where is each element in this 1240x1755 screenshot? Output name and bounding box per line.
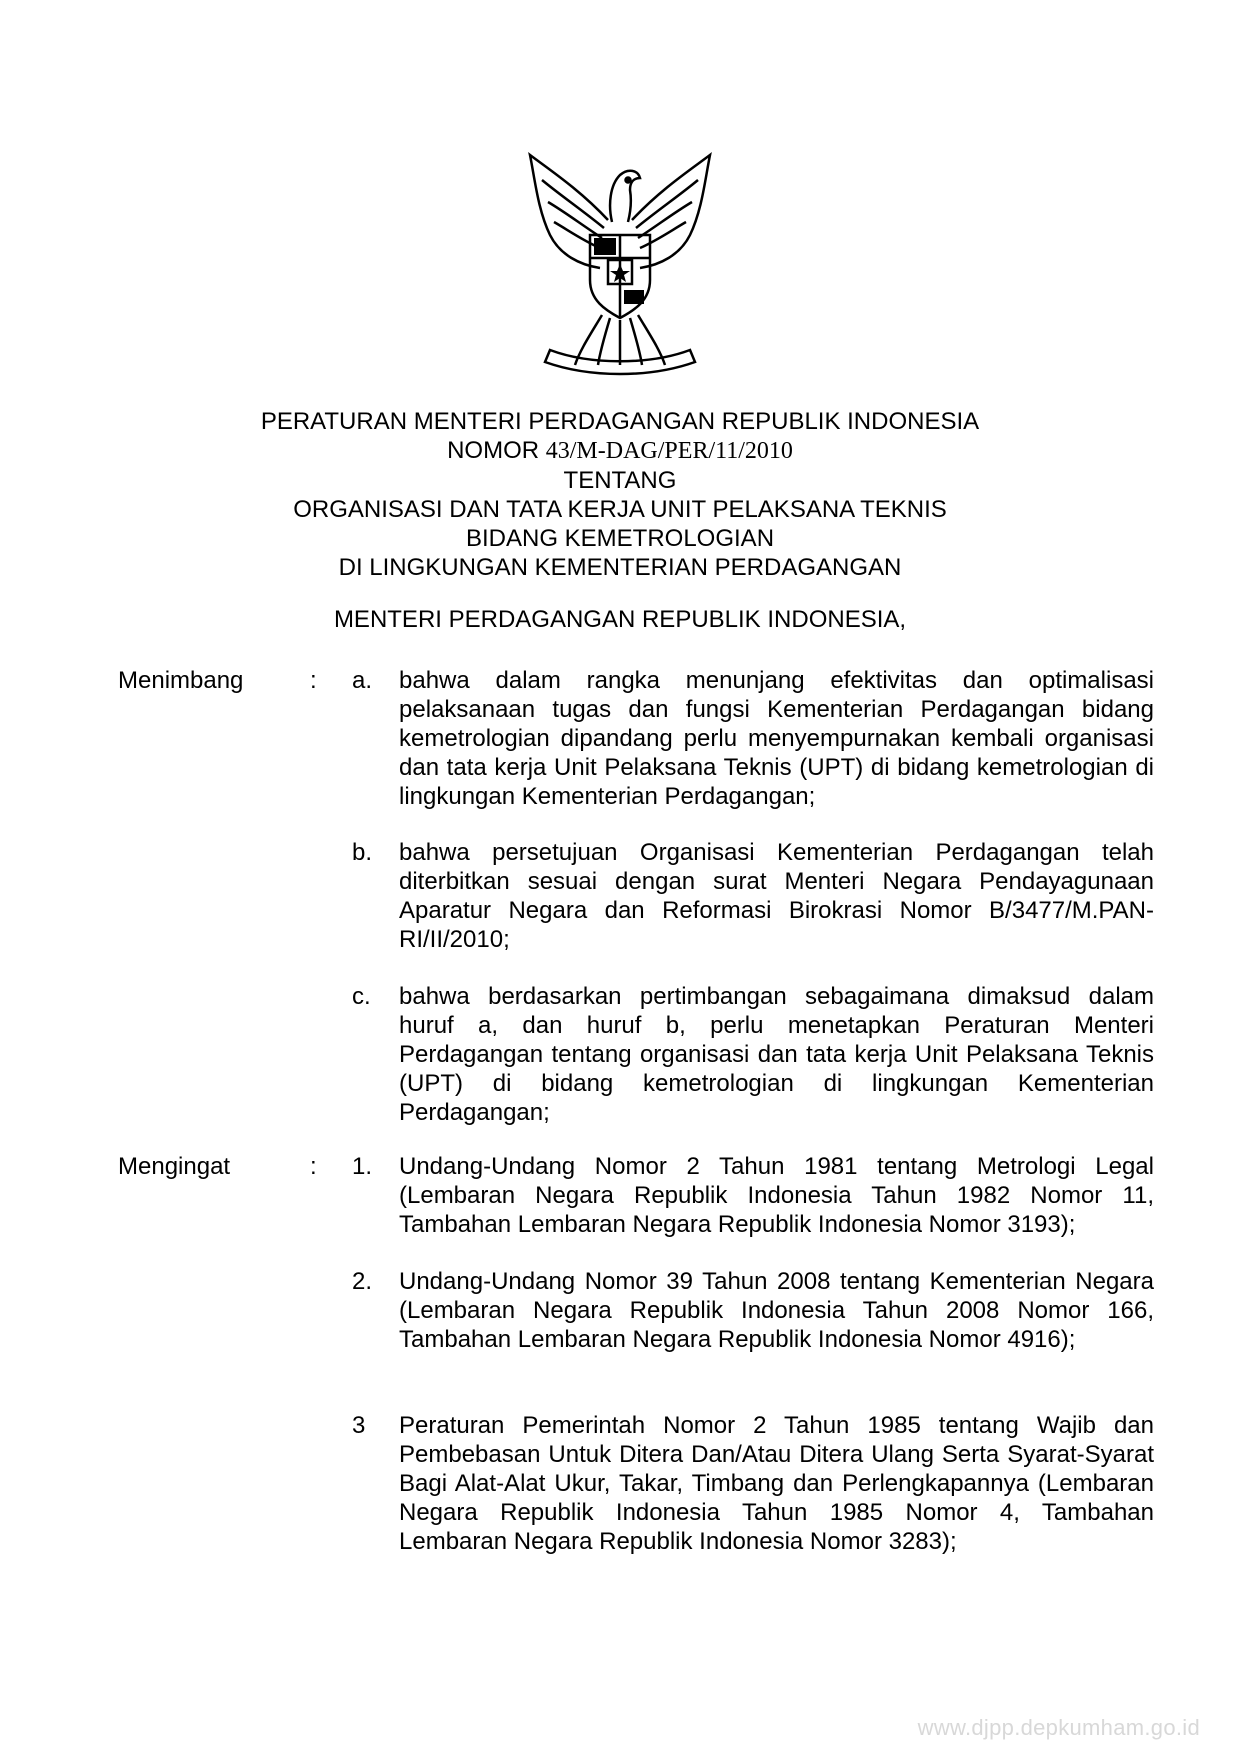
item-text: Undang-Undang Nomor 2 Tahun 1981 tentang Metrologi Legal (Lembaran Negara Republik Indonesia Tahun 1982 Nomor 11, Tambahan Lembaran Negara Republik Indonesia Nomor 3193); xyxy=(399,1153,1154,1238)
section-colon: : xyxy=(310,1153,317,1180)
item-marker: 1. xyxy=(352,1153,373,1180)
item-marker: 2. xyxy=(352,1268,373,1295)
title-line: PERATURAN MENTERI PERDAGANGAN REPUBLIK INDONESIA xyxy=(260,408,980,435)
section-colon: : xyxy=(310,667,317,694)
item-marker: 3 xyxy=(352,1412,366,1439)
item-marker: c. xyxy=(352,983,371,1010)
item-text: bahwa berdasarkan pertimbangan sebagaimana dimaksud dalam huruf a, dan huruf b, perlu menetapkan Peraturan Menteri Perdagangan tentang organisasi dan tata kerja Unit Pelaksana Teknis (UPT) di bidang kemetrologian di lingkungan Kementerian Perdagangan; xyxy=(399,983,1154,1126)
regulation-title xyxy=(200,407,1040,582)
item-text: bahwa dalam rangka menunjang efektivitas dan optimalisasi pelaksanaan tugas dan fungsi Kementerian Perdagangan bidang kemetrologian dipandang perlu menyempurnakan kembali organisasi dan tata kerja Unit Pelaksana Teknis (UPT) di bidang kemetrologian di lingkungan Kementerian Perdagangan; xyxy=(399,667,1154,810)
item-text: Undang-Undang Nomor 39 Tahun 2008 tentang Kementerian Negara (Lembaran Negara Republik Indonesia Tahun 2008 Nomor 166, Tambahan Lembaran Negara Republik Indonesia Nomor 4916); xyxy=(399,1268,1154,1353)
subject-line: DI LINGKUNGAN KEMENTERIAN PERDAGANGAN xyxy=(338,554,902,581)
item-text: bahwa persetujuan Organisasi Kementerian Perdagangan telah diterbitkan sesuai dengan surat Menteri Negara Pendayagunaan Aparatur Negara dan Reformasi Birokrasi Nomor B/3477/M.PAN-RI/II/2010; xyxy=(399,839,1154,953)
watermark-url: www.djpp.depkumham.go.id xyxy=(917,1715,1200,1740)
item-marker: a. xyxy=(352,667,373,694)
subject-line: ORGANISASI DAN TATA KERJA UNIT PELAKSANA TEKNIS xyxy=(293,496,947,523)
item-text: Peraturan Pemerintah Nomor 2 Tahun 1985 tentang Wajib dan Pembebasan Untuk Ditera Dan/Atau Ditera Ulang Serta Syarat-Syarat Bagi Alat-Alat Ukur, Takar, Timbang dan Perlengkapannya (Lembaran Negara Republik Indonesia Tahun 1985 Nomor 4, Tambahan Lembaran Negara Republik Indonesia Nomor 3283); xyxy=(399,1412,1154,1555)
menimbang-label: Menimbang xyxy=(118,667,244,694)
tentang-label: TENTANG xyxy=(563,467,677,494)
item-marker: b. xyxy=(352,839,373,866)
garuda-emblem-icon xyxy=(520,150,720,380)
regulation-number xyxy=(200,436,1040,466)
nomor-label: NOMOR xyxy=(447,437,540,464)
mengingat-label: Mengingat xyxy=(118,1153,231,1180)
nomor-value: 43/M-DAG/PER/11/2010 xyxy=(545,438,793,464)
subject-line: BIDANG KEMETROLOGIAN xyxy=(465,525,775,552)
minister-heading: MENTERI PERDAGANGAN REPUBLIK INDONESIA, xyxy=(333,606,907,633)
